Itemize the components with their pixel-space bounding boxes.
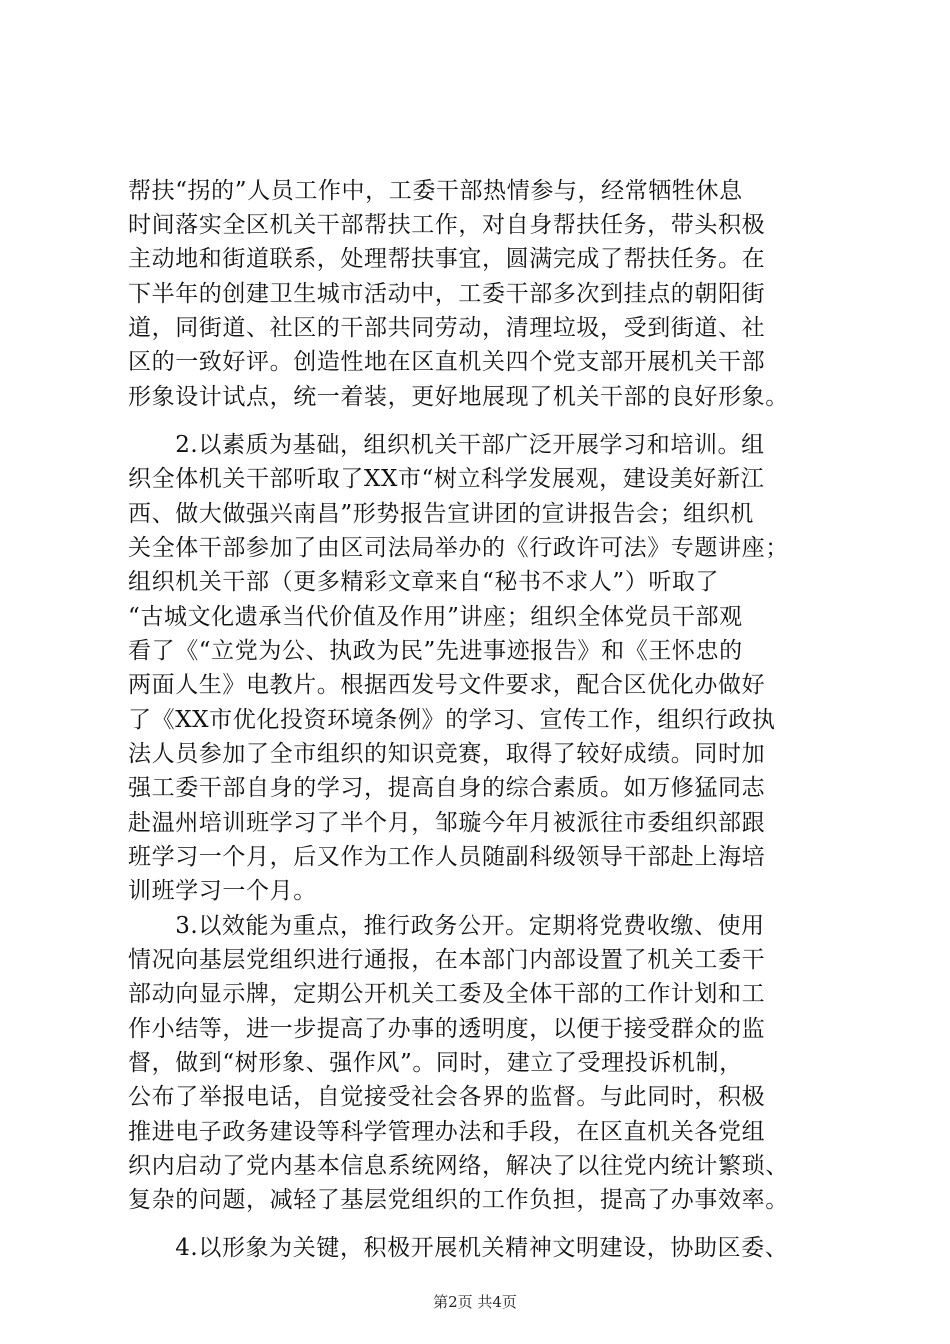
body-text-line: 强工委干部自身的学习，提高自身的综合素质。如万修猛同志 bbox=[128, 775, 766, 801]
body-text-line: 推进电子政务建设等科学管理办法和手段，在区直机关各党组 bbox=[128, 1119, 766, 1145]
body-text-line: 班学习一个月，后又作为工作人员随副科级领导干部赴上海培 bbox=[128, 844, 766, 870]
body-text-line: 赴温州培训班学习了半个月，邹璇今年月被派往市委组织部跟 bbox=[128, 810, 766, 836]
body-text-line: 训班学习一个月。 bbox=[128, 878, 317, 904]
body-text-line: “古城文化遗承当代价值及作用”讲座；组织全体党员干部观 bbox=[128, 604, 743, 630]
body-text-line: 复杂的问题，减轻了基层党组织的工作负担，提高了办事效率。 bbox=[128, 1187, 789, 1213]
page-footer: 第2页 共4页 bbox=[433, 1293, 517, 1311]
body-text-line: 部动向显示牌，定期公开机关工委及全体干部的工作计划和工 bbox=[128, 981, 766, 1007]
body-text-line: 织全体机关干部听取了XX市“树立科学发展观，建设美好新江 bbox=[128, 466, 765, 492]
body-text-line: 看了《“立党为公、执政为民”先进事迹报告》和《王怀忠的 bbox=[128, 638, 743, 664]
body-text-line: 两面人生》电教片。根据西发号文件要求，配合区优化办做好 bbox=[128, 672, 766, 698]
body-text-line: 公布了举报电话，自觉接受社会各界的监督。与此同时，积极 bbox=[128, 1084, 766, 1110]
body-text-line: 时间落实全区机关干部帮扶工作，对自身帮扶任务，带头积极 bbox=[128, 212, 766, 238]
body-text-line: 组织机关干部（更多精彩文章来自“秘书不求人”）听取了 bbox=[128, 569, 720, 595]
paragraph-4-first-line: 4.以形象为关键，积极开展机关精神文明建设，协助区委、 bbox=[128, 1235, 789, 1261]
body-text-line: 帮扶“拐的”人员工作中，工委干部热情参与，经常牺牲休息 bbox=[128, 178, 743, 204]
body-text-line: 督，做到“树形象、强作风”。同时，建立了受理投诉机制， bbox=[128, 1050, 743, 1076]
body-text-line: 道，同街道、社区的干部共同劳动，清理垃圾，受到街道、社 bbox=[128, 315, 766, 341]
body-text-line: 法人员参加了全市组织的知识竞赛，取得了较好成绩。同时加 bbox=[128, 741, 766, 767]
body-text-line: 下半年的创建卫生城市活动中，工委干部多次到挂点的朝阳街 bbox=[128, 281, 766, 307]
body-text-line: 西、做大做强兴南昌”形势报告宣讲团的宣讲报告会；组织机 bbox=[128, 501, 754, 527]
body-text-line: 了《XX市优化投资环境条例》的学习、宣传工作，组织行政执 bbox=[128, 707, 776, 733]
paragraph-3-first-line: 3.以效能为重点，推行政务公开。定期将党费收缴、使用 bbox=[128, 913, 765, 939]
body-text-line: 情况向基层党组织进行通报，在本部门内部设置了机关工委干 bbox=[128, 947, 766, 973]
body-text-line: 形象设计试点，统一着装，更好地展现了机关干部的良好形象。 bbox=[128, 384, 789, 410]
body-text-line: 织内启动了党内基本信息系统网络，解决了以往党内统计繁琐、 bbox=[128, 1153, 789, 1179]
body-text-line: 关全体干部参加了由区司法局举办的《行政许可法》专题讲座； bbox=[128, 535, 789, 561]
body-text-line: 作小结等，进一步提高了办事的透明度，以便于接受群众的监 bbox=[128, 1016, 766, 1042]
body-text-line: 主动地和街道联系，处理帮扶事宜，圆满完成了帮扶任务。在 bbox=[128, 246, 766, 272]
paragraph-2-first-line: 2.以素质为基础，组织机关干部广泛开展学习和培训。组 bbox=[128, 432, 765, 458]
body-text-line: 区的一致好评。创造性地在区直机关四个党支部开展机关干部 bbox=[128, 349, 766, 375]
